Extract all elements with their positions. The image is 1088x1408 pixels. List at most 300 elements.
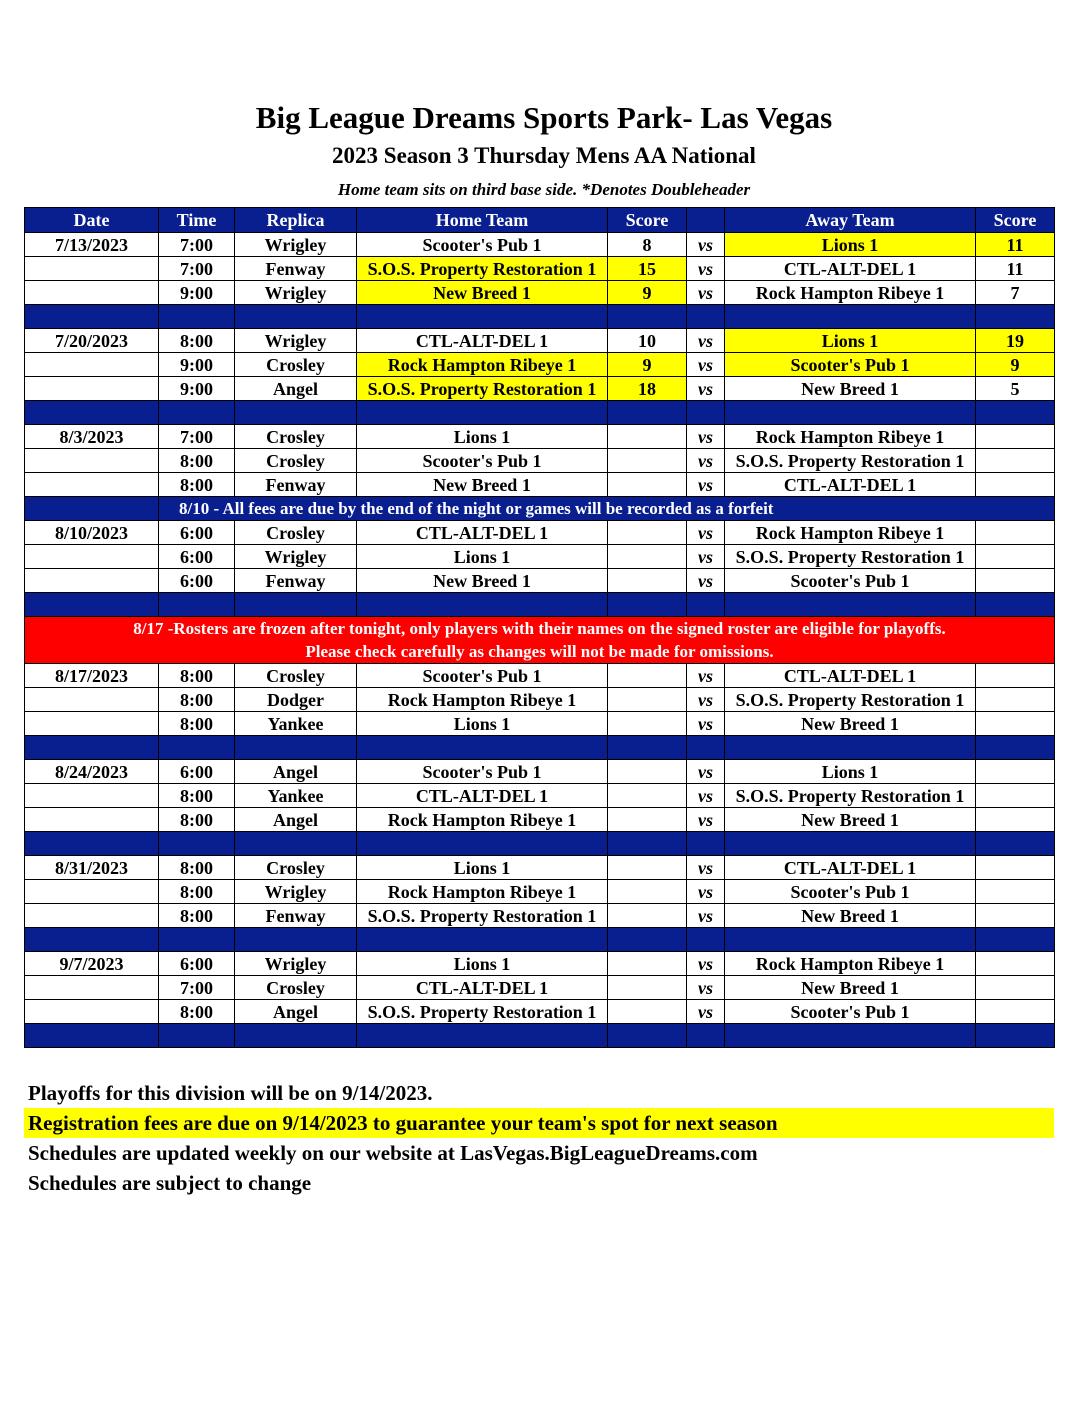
separator-cell [687,593,725,617]
away-score: 5 [976,377,1055,401]
schedule-change-note: Schedules are subject to change [28,1171,312,1195]
vs-label: vs [687,257,725,281]
game-field: Wrigley [235,233,357,257]
registration-note: Registration fees are due on 9/14/2023 to guarantee your team's spot for next season [24,1108,1054,1138]
game-date [25,473,159,497]
vs-label: vs [687,976,725,1000]
game-time: 6:00 [159,521,235,545]
home-team: Lions 1 [357,856,608,880]
separator-cell [725,305,976,329]
vs-label: vs [687,569,725,593]
away-score [976,545,1055,569]
separator-cell [608,1024,687,1048]
home-score [608,545,687,569]
separator-row [25,832,1055,856]
game-date [25,281,159,305]
col-header-replica: Replica [235,208,357,233]
game-time: 8:00 [159,880,235,904]
separator-cell [725,832,976,856]
home-team: New Breed 1 [357,281,608,305]
away-team: New Breed 1 [725,377,976,401]
game-field: Wrigley [235,281,357,305]
game-time: 9:00 [159,353,235,377]
game-row [25,856,1055,880]
game-date [25,688,159,712]
game-time: 6:00 [159,545,235,569]
game-date [25,904,159,928]
game-date: 8/24/2023 [25,760,159,784]
separator-cell [25,593,159,617]
home-score: 9 [608,281,687,305]
away-score: 9 [976,353,1055,377]
vs-label: vs [687,329,725,353]
game-field: Crosley [235,664,357,688]
home-team: CTL-ALT-DEL 1 [357,976,608,1000]
vs-label: vs [687,952,725,976]
game-date [25,880,159,904]
home-team: Scooter's Pub 1 [357,449,608,473]
vs-label: vs [687,688,725,712]
home-team: Scooter's Pub 1 [357,233,608,257]
game-row [25,545,1055,569]
home-team: Lions 1 [357,712,608,736]
separator-cell [235,1024,357,1048]
separator-cell [976,928,1055,952]
separator-cell [235,736,357,760]
separator-cell [725,401,976,425]
game-row [25,449,1055,473]
game-row [25,808,1055,832]
game-row [25,664,1055,688]
game-field: Crosley [235,976,357,1000]
away-team: S.O.S. Property Restoration 1 [725,449,976,473]
home-team: S.O.S. Property Restoration 1 [357,904,608,928]
roster-alert-row [25,617,1055,664]
separator-row [25,401,1055,425]
separator-row [25,1024,1055,1048]
separator-cell [687,1024,725,1048]
away-team: S.O.S. Property Restoration 1 [725,688,976,712]
away-score [976,784,1055,808]
game-row [25,569,1055,593]
away-team: Scooter's Pub 1 [725,569,976,593]
game-row [25,281,1055,305]
home-team: S.O.S. Property Restoration 1 [357,257,608,281]
game-time: 8:00 [159,856,235,880]
separator-cell [687,305,725,329]
away-team: Lions 1 [725,233,976,257]
home-team: Rock Hampton Ribeye 1 [357,808,608,832]
separator-cell [159,928,235,952]
game-date [25,1000,159,1024]
home-score [608,856,687,880]
away-team: Scooter's Pub 1 [725,880,976,904]
game-field: Wrigley [235,329,357,353]
col-header-date: Date [25,208,159,233]
game-row [25,353,1055,377]
game-time: 7:00 [159,976,235,1000]
game-row [25,784,1055,808]
game-row [25,233,1055,257]
game-date [25,569,159,593]
away-score [976,760,1055,784]
home-team: Scooter's Pub 1 [357,664,608,688]
game-time: 8:00 [159,664,235,688]
home-team: S.O.S. Property Restoration 1 [357,1000,608,1024]
game-field: Angel [235,377,357,401]
game-date: 8/10/2023 [25,521,159,545]
game-row [25,976,1055,1000]
home-score [608,976,687,1000]
vs-label: vs [687,233,725,257]
separator-cell [687,401,725,425]
game-date [25,449,159,473]
game-date: 7/13/2023 [25,233,159,257]
home-score: 15 [608,257,687,281]
game-date [25,976,159,1000]
game-row [25,904,1055,928]
roster-alert [25,617,1055,664]
schedule-table [24,207,1055,1048]
vs-label: vs [687,425,725,449]
home-team: Rock Hampton Ribeye 1 [357,880,608,904]
col-header-away-team: Away Team [725,208,976,233]
home-score: 18 [608,377,687,401]
home-team: Rock Hampton Ribeye 1 [357,353,608,377]
notice-spacer [25,497,159,521]
home-score [608,1000,687,1024]
away-score [976,808,1055,832]
away-score: 11 [976,233,1055,257]
separator-cell [159,401,235,425]
home-score [608,688,687,712]
separator-cell [25,736,159,760]
home-score [608,712,687,736]
game-row [25,257,1055,281]
away-score [976,976,1055,1000]
separator-cell [25,832,159,856]
game-date [25,784,159,808]
separator-row [25,928,1055,952]
game-row [25,712,1055,736]
separator-cell [159,736,235,760]
playoffs-note: Playoffs for this division will be on 9/14/2023. [28,1081,433,1105]
game-row [25,688,1055,712]
game-time: 8:00 [159,808,235,832]
away-team: Scooter's Pub 1 [725,1000,976,1024]
vs-label: vs [687,521,725,545]
home-team: New Breed 1 [357,473,608,497]
game-row [25,425,1055,449]
roster-alert-line2: Please check carefully as changes will not be made for omissions. [305,642,774,661]
separator-cell [159,1024,235,1048]
home-team: Lions 1 [357,425,608,449]
separator-row [25,593,1055,617]
vs-label: vs [687,377,725,401]
game-date: 7/20/2023 [25,329,159,353]
separator-cell [357,832,608,856]
away-team: New Breed 1 [725,976,976,1000]
separator-cell [357,401,608,425]
away-score: 11 [976,257,1055,281]
vs-label: vs [687,449,725,473]
separator-cell [608,593,687,617]
home-score [608,880,687,904]
game-time: 6:00 [159,760,235,784]
separator-cell [25,305,159,329]
vs-label: vs [687,808,725,832]
separator-row [25,736,1055,760]
game-field: Fenway [235,904,357,928]
game-date [25,353,159,377]
separator-cell [725,1024,976,1048]
home-score: 9 [608,353,687,377]
game-time: 8:00 [159,712,235,736]
game-time: 8:00 [159,473,235,497]
header-note: Home team sits on third base side. *Denotes Doubleheader [337,180,751,199]
separator-cell [25,401,159,425]
game-row [25,521,1055,545]
game-field: Angel [235,760,357,784]
game-row [25,880,1055,904]
away-score [976,521,1055,545]
game-time: 7:00 [159,257,235,281]
game-row [25,952,1055,976]
separator-cell [159,305,235,329]
vs-label: vs [687,760,725,784]
game-date [25,712,159,736]
away-score [976,880,1055,904]
away-team: S.O.S. Property Restoration 1 [725,784,976,808]
game-field: Crosley [235,425,357,449]
schedule-body [25,208,1055,1048]
game-time: 8:00 [159,904,235,928]
vs-label: vs [687,904,725,928]
away-team: Lions 1 [725,329,976,353]
home-team: S.O.S. Property Restoration 1 [357,377,608,401]
separator-cell [235,401,357,425]
home-team: Rock Hampton Ribeye 1 [357,688,608,712]
game-row [25,473,1055,497]
game-field: Crosley [235,521,357,545]
home-score [608,760,687,784]
game-row [25,377,1055,401]
away-team: Rock Hampton Ribeye 1 [725,952,976,976]
game-time: 6:00 [159,952,235,976]
away-score [976,688,1055,712]
away-team: CTL-ALT-DEL 1 [725,856,976,880]
separator-row [25,305,1055,329]
away-team: Lions 1 [725,760,976,784]
game-time: 8:00 [159,784,235,808]
game-field: Wrigley [235,880,357,904]
away-team: CTL-ALT-DEL 1 [725,664,976,688]
away-team: New Breed 1 [725,808,976,832]
home-team: Lions 1 [357,952,608,976]
game-time: 8:00 [159,449,235,473]
game-time: 7:00 [159,233,235,257]
game-date [25,808,159,832]
game-date: 9/7/2023 [25,952,159,976]
away-score [976,473,1055,497]
fees-notice: 8/10 - All fees are due by the end of the night or games will be recorded as a forfeit [159,497,1055,521]
website-note: Schedules are updated weekly on our website at LasVegas.BigLeagueDreams.com [28,1141,758,1165]
separator-cell [235,593,357,617]
separator-cell [608,736,687,760]
away-team: New Breed 1 [725,904,976,928]
game-time: 9:00 [159,281,235,305]
vs-label: vs [687,712,725,736]
separator-cell [25,1024,159,1048]
col-header-home-team: Home Team [357,208,608,233]
game-date [25,377,159,401]
away-team: New Breed 1 [725,712,976,736]
away-team: Rock Hampton Ribeye 1 [725,425,976,449]
separator-cell [608,401,687,425]
separator-cell [976,305,1055,329]
page-title: Big League Dreams Sports Park- Las Vegas [255,100,833,135]
home-team: Scooter's Pub 1 [357,760,608,784]
game-field: Wrigley [235,545,357,569]
separator-cell [725,928,976,952]
away-team: Rock Hampton Ribeye 1 [725,521,976,545]
vs-label: vs [687,856,725,880]
roster-alert-line1: 8/17 -Rosters are frozen after tonight, only players with their names on the signed roster are eligible for playoffs. [133,619,946,638]
separator-cell [608,305,687,329]
game-field: Crosley [235,856,357,880]
home-score [608,904,687,928]
vs-label: vs [687,784,725,808]
separator-cell [687,928,725,952]
separator-cell [976,593,1055,617]
col-header-vs [687,208,725,233]
game-date: 8/17/2023 [25,664,159,688]
vs-label: vs [687,473,725,497]
game-field: Dodger [235,688,357,712]
game-date: 8/3/2023 [25,425,159,449]
home-score [608,449,687,473]
home-score [608,569,687,593]
col-header-time: Time [159,208,235,233]
home-score [608,473,687,497]
away-score: 7 [976,281,1055,305]
away-score [976,425,1055,449]
separator-cell [725,593,976,617]
vs-label: vs [687,281,725,305]
separator-cell [976,1024,1055,1048]
away-score [976,952,1055,976]
home-team: CTL-ALT-DEL 1 [357,329,608,353]
away-team: S.O.S. Property Restoration 1 [725,545,976,569]
game-time: 6:00 [159,569,235,593]
away-team: CTL-ALT-DEL 1 [725,473,976,497]
home-team: CTL-ALT-DEL 1 [357,521,608,545]
game-row [25,329,1055,353]
game-field: Yankee [235,712,357,736]
game-date [25,257,159,281]
vs-label: vs [687,664,725,688]
away-score [976,449,1055,473]
game-date [25,545,159,569]
game-date: 8/31/2023 [25,856,159,880]
away-score [976,1000,1055,1024]
home-team: Lions 1 [357,545,608,569]
game-field: Angel [235,1000,357,1024]
game-field: Crosley [235,449,357,473]
away-score [976,856,1055,880]
separator-cell [357,928,608,952]
vs-label: vs [687,545,725,569]
separator-cell [976,736,1055,760]
separator-cell [25,928,159,952]
col-header-away-score: Score [976,208,1055,233]
game-field: Crosley [235,353,357,377]
game-time: 7:00 [159,425,235,449]
away-score [976,712,1055,736]
game-field: Fenway [235,569,357,593]
separator-cell [235,305,357,329]
separator-cell [725,736,976,760]
separator-cell [235,928,357,952]
home-team: New Breed 1 [357,569,608,593]
separator-cell [976,401,1055,425]
game-field: Fenway [235,257,357,281]
separator-cell [357,736,608,760]
game-row [25,760,1055,784]
away-score [976,664,1055,688]
home-score [608,521,687,545]
away-score [976,569,1055,593]
separator-cell [608,928,687,952]
separator-cell [357,305,608,329]
away-team: Rock Hampton Ribeye 1 [725,281,976,305]
separator-cell [687,832,725,856]
vs-label: vs [687,1000,725,1024]
game-row [25,1000,1055,1024]
away-team: CTL-ALT-DEL 1 [725,257,976,281]
home-score: 10 [608,329,687,353]
separator-cell [235,832,357,856]
home-score [608,808,687,832]
game-time: 9:00 [159,377,235,401]
home-score [608,784,687,808]
separator-cell [608,832,687,856]
home-score [608,425,687,449]
vs-label: vs [687,880,725,904]
home-score [608,952,687,976]
separator-cell [687,736,725,760]
game-time: 8:00 [159,329,235,353]
home-score [608,664,687,688]
header-row [25,208,1055,233]
away-team: Scooter's Pub 1 [725,353,976,377]
home-score: 8 [608,233,687,257]
vs-label: vs [687,353,725,377]
page-subtitle: 2023 Season 3 Thursday Mens AA National [332,143,756,168]
away-score: 19 [976,329,1055,353]
separator-cell [976,832,1055,856]
game-field: Fenway [235,473,357,497]
separator-cell [159,593,235,617]
notice-row [25,497,1055,521]
col-header-home-score: Score [608,208,687,233]
separator-cell [159,832,235,856]
game-field: Angel [235,808,357,832]
separator-cell [357,1024,608,1048]
footer-notes [24,1078,1054,1198]
game-time: 8:00 [159,688,235,712]
game-field: Yankee [235,784,357,808]
